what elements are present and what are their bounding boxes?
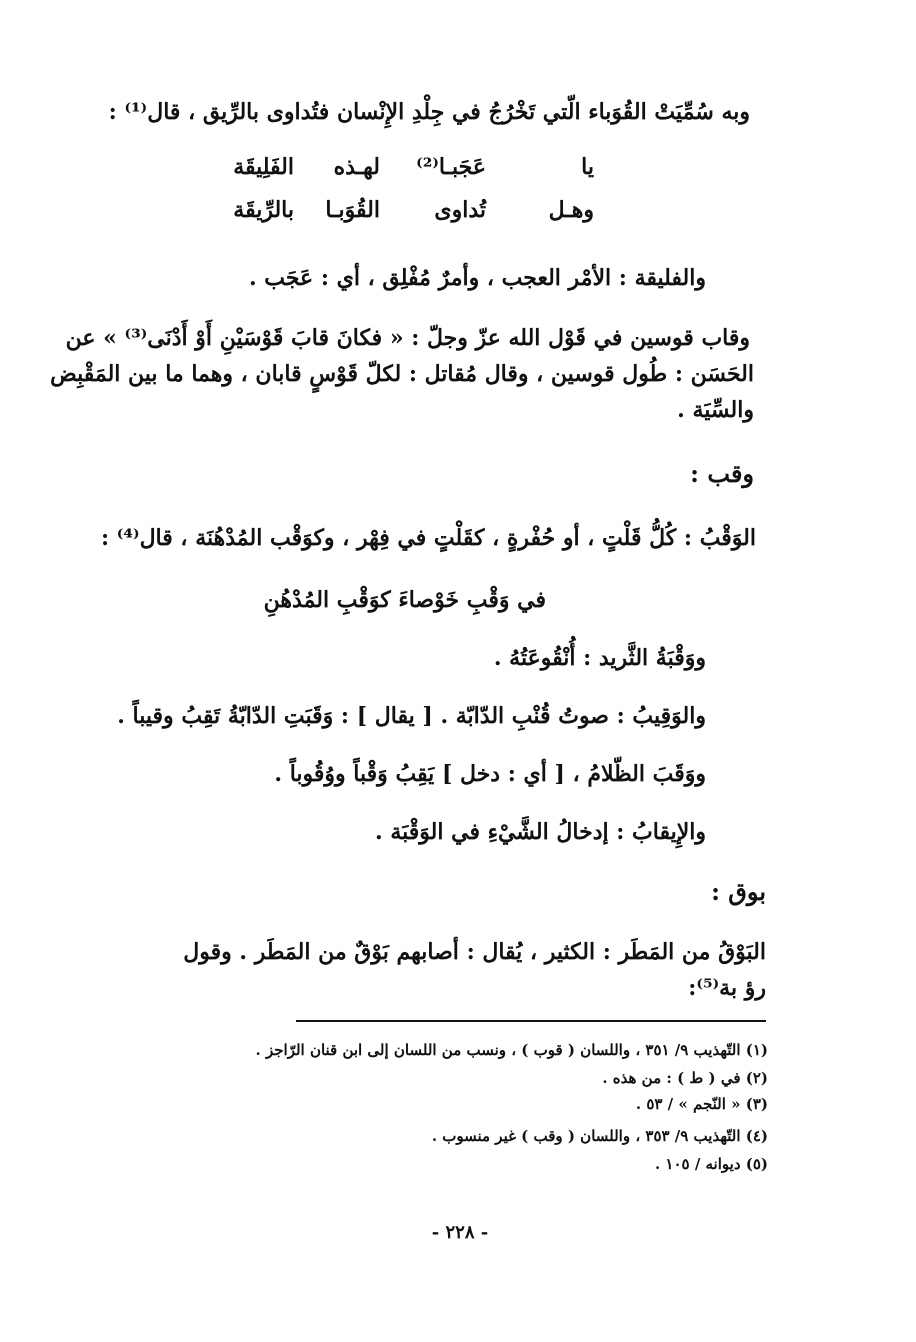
verse-word: لهـذه (333, 154, 380, 180)
verse-line-1 (214, 154, 594, 188)
body-line-10: ووَقَبَ الظّلامُ ، [ أي : دخل ] يَقِبُ وَقْباً ووُقُوباً . (274, 761, 706, 787)
body-line-11: والإِيقابُ : إدخالُ الشَّيْءِ في الوَقْبَة . (375, 819, 706, 845)
verse-word: تُداوى (434, 197, 486, 223)
body-line-6: الوَقْبُ : كُلُّ قَلْتٍ ، أو حُفْرةٍ ، كقَلْتٍ في فِهْر ، وكوَقْب المُدْهُنَة ، قال⁽⁴⁾ : (101, 525, 756, 551)
body-line-1: وبه سُمِّيَتْ القُوَباء الّتي تَخْرُجُ في جِلْدِ الإِنْسان فتُداوى بالرِّيق ، قال⁽¹⁾ : (108, 99, 750, 125)
verse-line-2 (214, 197, 594, 231)
verse-word: بالرِّيقَة (233, 197, 294, 223)
body-line-12: البَوْقُ من المَطَر : الكثير ، يُقال : أصابهم بَوْقٌ من المَطَر . وقول (183, 939, 766, 965)
body-line-8: ووَقْبَةُ الثَّريد : أُنْقُوعَتُهُ . (493, 645, 706, 671)
verse-word: يا (581, 154, 594, 180)
section-heading-bawq: بوق : (711, 877, 766, 906)
verse-word: الفَلِيقَة (233, 154, 294, 180)
verse-quote: في وَقْبِ خَوْصاءَ كوَقْبِ المُدْهُنِ (263, 587, 546, 613)
verse-word: وهـل (548, 197, 594, 223)
page-number: - ٢٢٨ - (431, 1222, 489, 1243)
footnote: (٢) في ( ط ) : من هذه . (602, 1069, 768, 1087)
footnote: (٣) « النّجم » / ٥٣ . (635, 1095, 768, 1113)
body-line-3: وقاب قوسين في قَوْل الله عزّ وجلّ : « فكانَ قابَ قَوْسَيْنِ أَوْ أَدْنَى⁽³⁾ » عن (65, 325, 750, 351)
footnote-divider (296, 1020, 766, 1022)
body-line-9: والوَقِيبُ : صوتُ قُنْبِ الدّابّة . [ يقال ] : وَقَبَتِ الدّابّةُ تَقِبُ وقيباً . (117, 703, 706, 729)
body-line-2: والفليقة : الأمْر العجب ، وأمرٌ مُفْلِق ، أي : عَجَب . (248, 265, 706, 291)
verse-word: عَجَبـا⁽²⁾ (416, 154, 486, 180)
verse-word: القُوَبـا (325, 197, 380, 223)
section-heading-waqb: وقب : (690, 459, 754, 488)
footnote: (٥) ديوانه / ١٠٥ . (654, 1155, 768, 1173)
footnote: (٤) التّهذيب ٩/ ٣٥٣ ، واللسان ( وقب ) غير منسوب . (431, 1127, 768, 1145)
body-line-13: رؤ بة⁽⁵⁾: (688, 975, 766, 1001)
footnote: (١) التّهذيب ٩/ ٣٥١ ، واللسان ( قوب ) ، ونسب من اللسان إلى ابن قنان الرّاجز . (255, 1041, 768, 1059)
body-line-4: الحَسَن : طُول قوسين ، وقال مُقاتل : لكلّ قَوْسٍ قابان ، وهما ما بين المَقْبِض (50, 361, 754, 387)
body-line-5: والسِّيَة . (677, 397, 754, 423)
